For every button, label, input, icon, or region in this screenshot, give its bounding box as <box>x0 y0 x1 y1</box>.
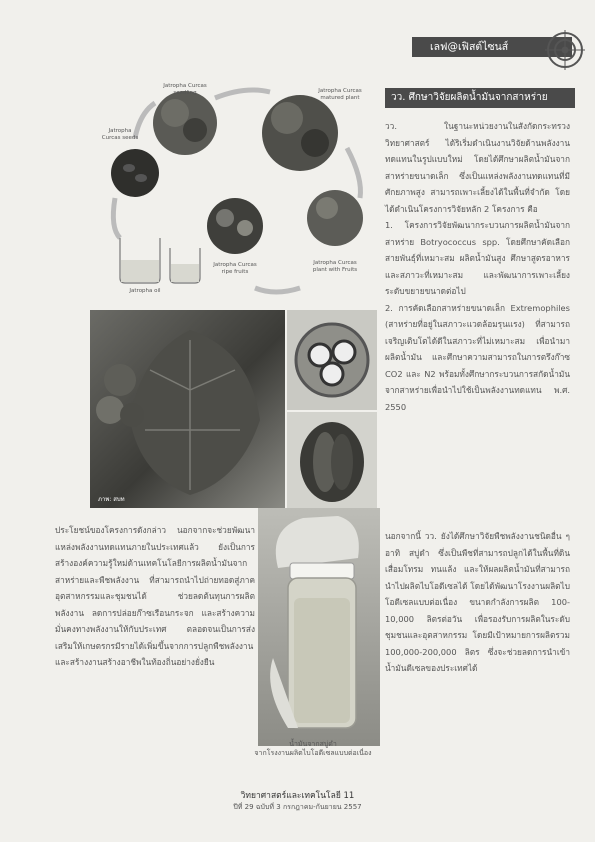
body-text-left: ประโยชน์ของโครงการดังกล่าว นอกจากจะช่วยพัฒนาแหล่งพลังงานทดแทนภายในประเทศแล้ว ยังเป็นการสร้างองค์ความรู้ใหม่ด้านเทคโนโลยีการผลิตน้ำมันจากสาหร่ายและพืชพลังงาน ที่สามารถนำไปถ่ายทอดสู่ภาคอุตสาหกรรมและชุมชนได้ ช่วยลดต้นทุนการผลิตพลังงาน ลดการปล่อยก๊าซเรือนกระจก และสร้างความมั่นคงทางพลังงานให้กับประเทศ ตลอดจนเป็นการส่งเสริมให้เกษตรกรมีรายได้เพิ่มขึ้นจากการปลูกพืชพลังงาน และสร้างงานสร้างอาชีพในท้องถิ่นอย่างยั่งยืน <box>55 525 255 667</box>
seedling-photo <box>153 91 217 155</box>
footer-journal: วิทยาศาสตร์และเทคโนโลยี 11 <box>240 791 355 801</box>
page-footer <box>200 791 395 812</box>
seeds-photo <box>111 149 159 197</box>
split-fruit-graphic <box>287 412 377 508</box>
leaf-photo-credit: ภาพ: สบท <box>98 496 125 503</box>
oil-beakers <box>120 238 200 283</box>
oil-jar-photo <box>258 508 380 746</box>
label-oil: Jatropha oil <box>129 288 161 294</box>
label-seedling: Jatropha Curcas seedling <box>163 83 207 96</box>
label-plant-with-fruits: Jatropha Curcas plant with Fruits <box>312 260 358 273</box>
ripe-fruits-photo <box>207 198 263 254</box>
jar-caption: น้ำมันจากสบู่ดำ จากโรงงานผลิตไบโอดีเซลแบบต่อเนื่อง <box>254 740 372 757</box>
target-icon <box>545 30 585 70</box>
footer-issue: ปีที่ 29 ฉบับที่ 3 กรกฎาคม-กันยายน 2557 <box>233 803 362 811</box>
header-banner: เลฟ@เฟิสต์ไซนส์ <box>412 37 572 57</box>
seed-cross-section-photo <box>287 310 377 410</box>
label-matured-plant: Jatropha Curcas matured plant <box>318 88 362 101</box>
leaf-graphic <box>90 310 285 508</box>
label-ripe-fruits: Jatropha Curcas ripe fruits <box>213 262 257 275</box>
label-seeds: Jatropha Curcas seeds <box>101 128 139 141</box>
plant-with-fruits-photo <box>307 190 363 246</box>
split-fruit-photo <box>287 412 377 508</box>
cross-section-graphic <box>287 310 377 410</box>
leaf-fruit-photo <box>90 310 285 508</box>
body-text-right-2: นอกจากนี้ วว. ยังได้ศึกษาวิจัยพืชพลังงานชนิดอื่น ๆ อาทิ สบู่ดำ ซึ่งเป็นพืชที่สามารถปลูกได้ในพื้นที่ดินเสื่อมโทรม ทนแล้ง และให้ผลผลิตน้ำมันที่สามารถนำไปผลิตไบโอดีเซลได้ โดยได้พัฒนาโรงงานผลิตไบโอดีเซลแบบต่อเนื่อง ขนาดกำลังการผลิต 100-10,000 ลิตรต่อวัน เพื่อรองรับการผลิตในระดับชุมชนและอุตสาหกรรม โดยมีเป้าหมายการผลิตรวม 100,000-200,000 ลิตร ซึ่งจะช่วยลดการนำเข้าน้ำมันดีเซลของประเทศได้ <box>385 531 570 673</box>
body-text-right-1: วว. ในฐานะหน่วยงานในสังกัดกระทรวงวิทยาศาสตร์ ได้ริเริ่มดำเนินงานวิจัยด้านพลังงานทดแทนในรูปแบบใหม่ โดยได้ศึกษาผลิตน้ำมันจากสาหร่ายขนาดเล็ก ซึ่งเป็นแหล่งพลังงานทดแทนที่มีศักยภาพสูง สามารถเพาะเลี้ยงได้ในพื้นที่จำกัด โดยได้ดำเนินโครงการวิจัยหลัก 2 โครงการ คือ 1. โครงการวิจัยพัฒนากระบวนการผลิตน้ำมันจากสาหร่าย Botryococcus spp. โดยศึกษาคัดเลือกสายพันธุ์ที่เหมาะสม ผลิตน้ำมันสูง ศึกษาสูตรอาหารและสภาวะที่เหมาะสม และพัฒนาการเพาะเลี้ยงระดับขยายขนาดต่อไป 2. การคัดเลือกสาหร่ายขนาดเล็ก Extremophiles (สาหร่ายที่อยู่ในสภาวะแวดล้อมรุนแรง) ที่สามารถเจริญเติบโตได้ดีในสภาวะที่ไม่เหมาะสม เพื่อนำมาผลิตน้ำมัน และศึกษาความสามารถในการตรึงก๊าซ CO2 และ N2 พร้อมทั้งศึกษากระบวนการสกัดน้ำมันจากสาหร่ายเพื่อนำไปใช้เป็นพลังงานทดแทน พ.ศ. 2550 <box>385 121 570 412</box>
section-title: วว. ศึกษาวิจัยผลิตน้ำมันจากสาหร่าย <box>385 88 575 108</box>
jar-graphic <box>258 508 380 746</box>
matured-plant-photo <box>262 95 338 171</box>
